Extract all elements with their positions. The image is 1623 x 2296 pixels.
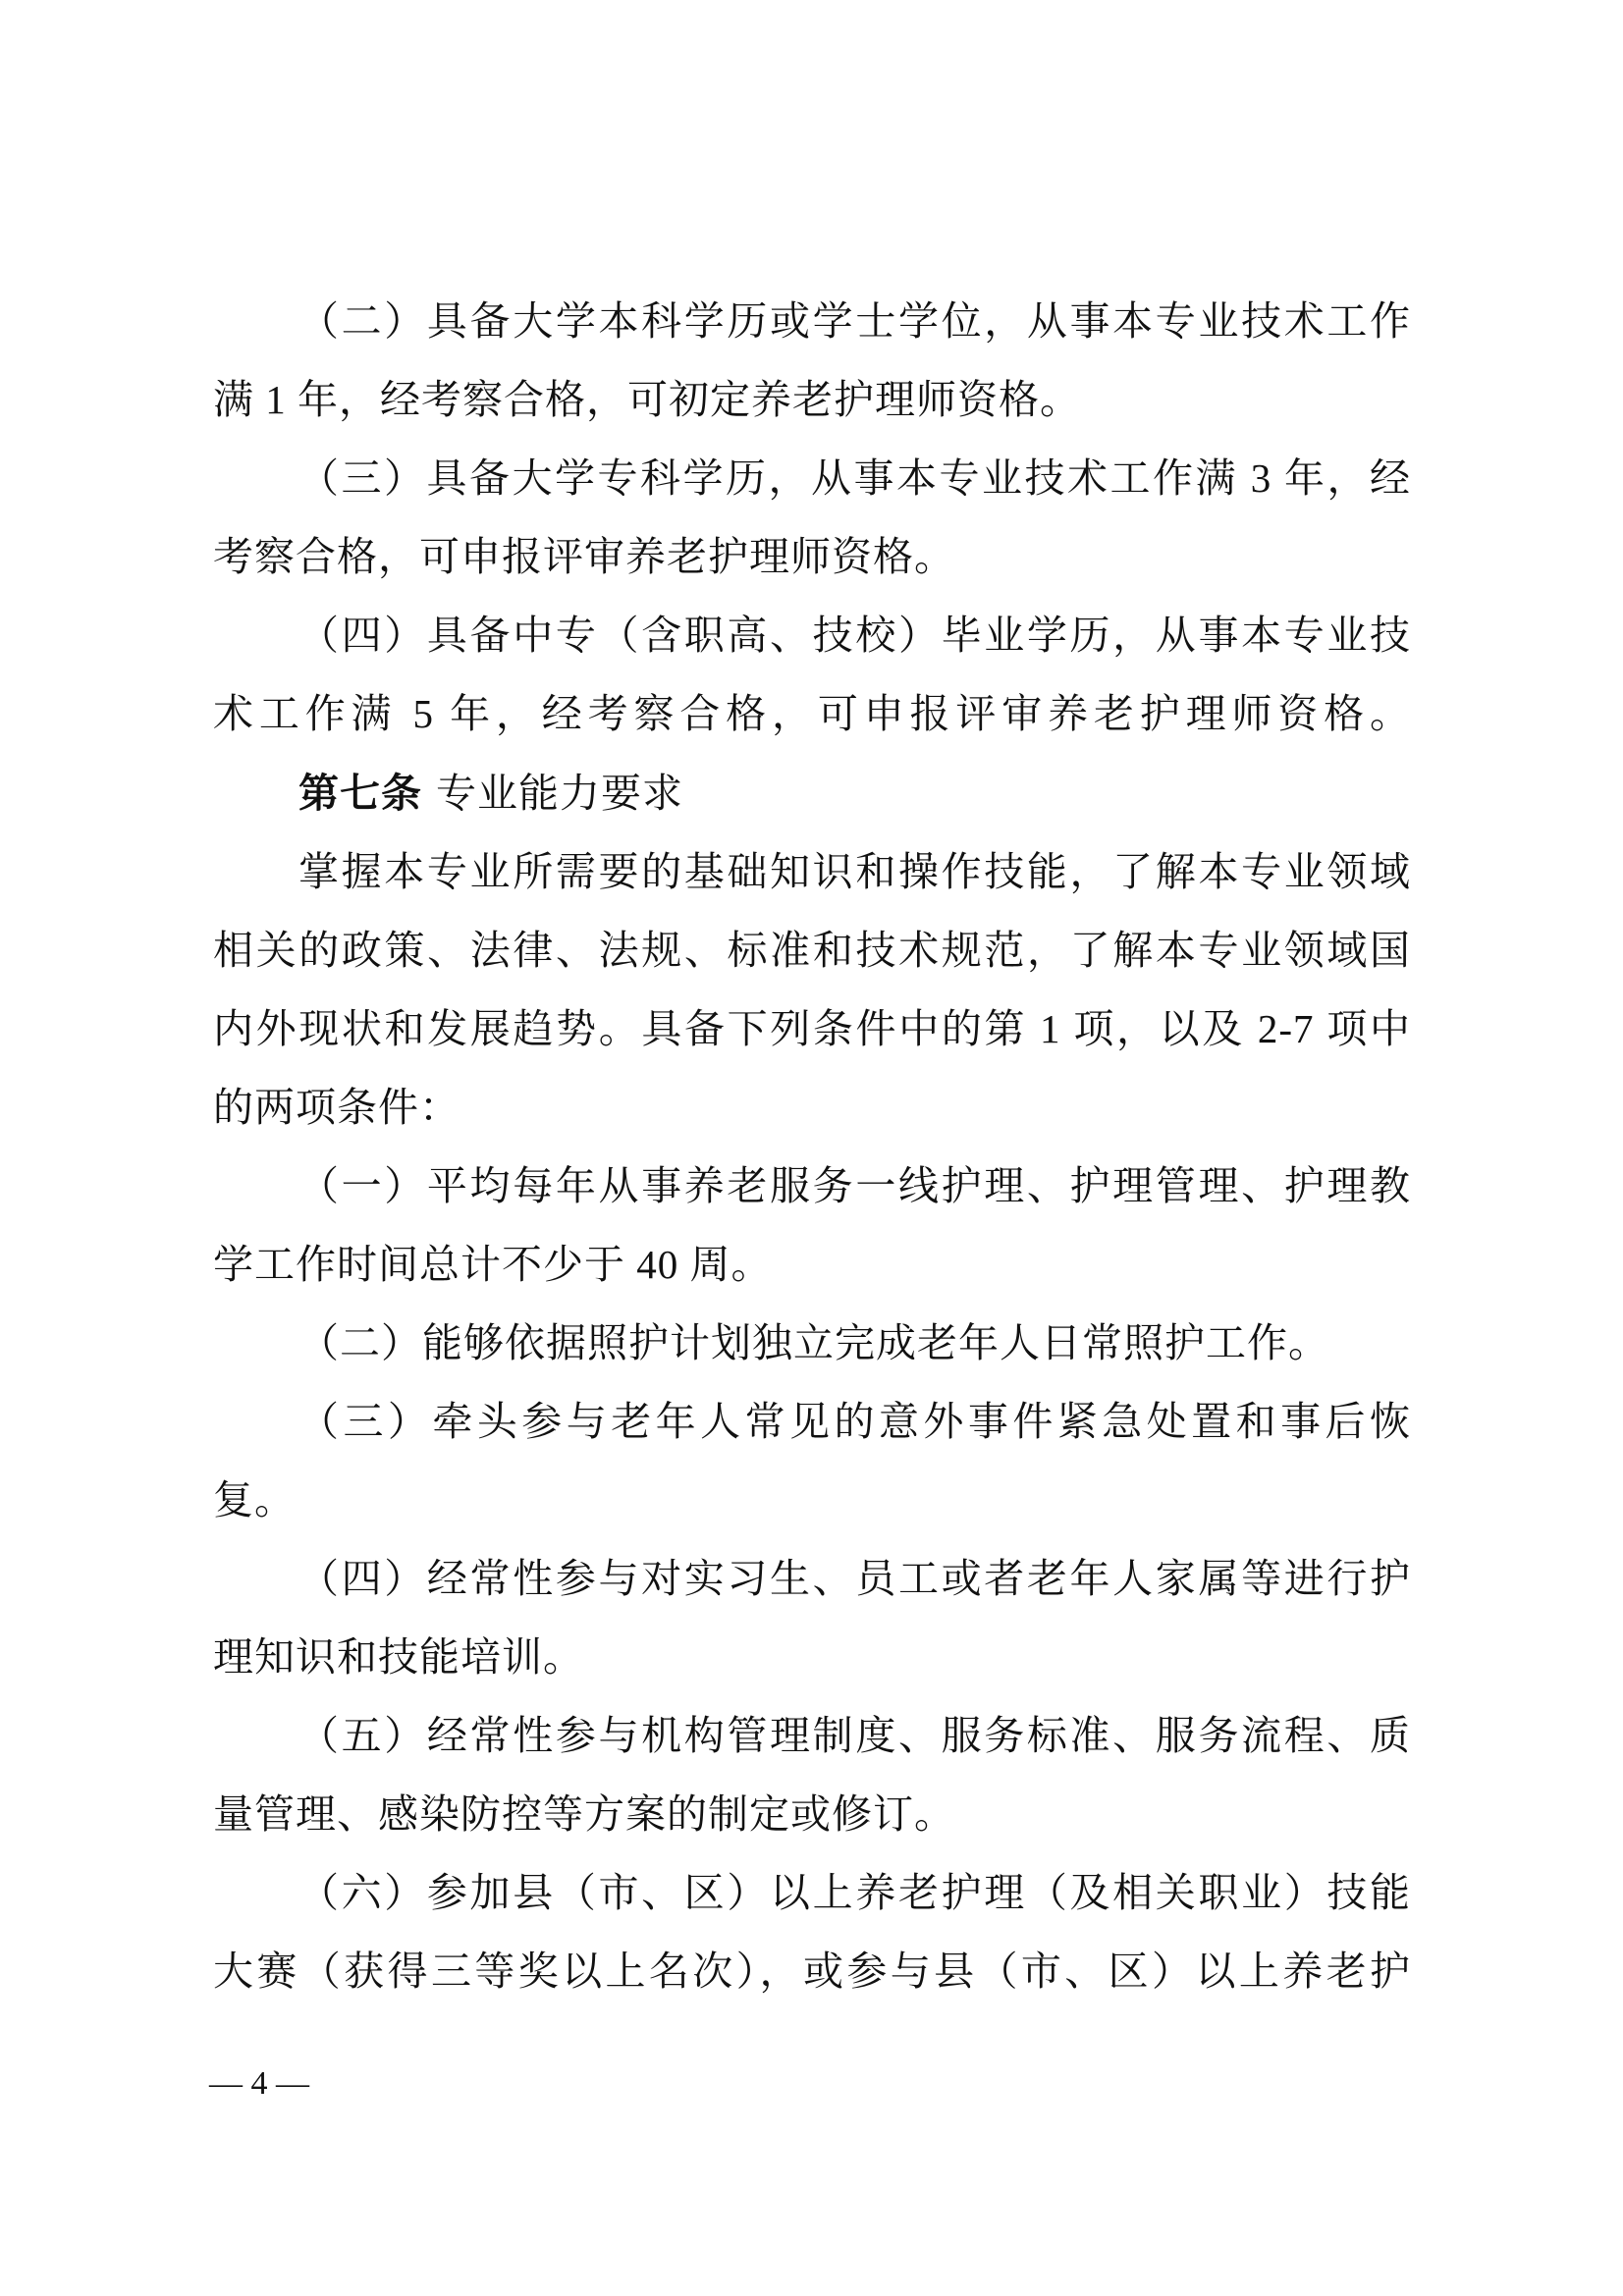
paragraph-line: 量管理、感染防控等方案的制定或修订。 (213, 1791, 955, 1837)
paragraph-line: （三）具备大学专科学历，从事本专业技术工作满 3 年，经 (298, 455, 1411, 501)
paragraph-line: 相关的政策、法律、法规、标准和技术规范，了解本专业领域国 (213, 928, 1411, 973)
paragraph-line: （五）经常性参与机构管理制度、服务标准、服务流程、质 (298, 1713, 1411, 1758)
paragraph-line: （一）平均每年从事养老服务一线护理、护理管理、护理教 (298, 1163, 1411, 1208)
paragraph-line: 内外现状和发展趋势。具备下列条件中的第 1 项，以及 2-7 项中 (213, 1006, 1411, 1051)
paragraph-line: 复。 (213, 1477, 296, 1522)
paragraph-line: （二）能够依据照护计划独立完成老年人日常照护工作。 (298, 1320, 1329, 1365)
paragraph-line: （四）具备中专（含职高、技校）毕业学历，从事本专业技 (298, 613, 1411, 658)
paragraph-line: （三）牵头参与老年人常见的意外事件紧急处置和事后恢 (298, 1399, 1411, 1444)
paragraph-line: 的两项条件： (213, 1085, 460, 1130)
paragraph-line: 理知识和技能培训。 (213, 1634, 584, 1680)
paragraph-line: 掌握本专业所需要的基础知识和操作技能，了解本专业领域 (298, 849, 1411, 894)
page-number: — 4 — (209, 2065, 309, 2102)
article-number: 第七条 (298, 771, 422, 816)
paragraph-line: （二）具备大学本科学历或学士学位，从事本专业技术工作 (298, 298, 1411, 344)
paragraph-line: 学工作时间总计不少于 40 周。 (213, 1242, 773, 1287)
paragraph-line: 考察合格，可申报评审养老护理师资格。 (213, 534, 955, 579)
article-title: 专业能力要求 (436, 771, 683, 816)
paragraph-line: （四）经常性参与对实习生、员工或者老年人家属等进行护 (298, 1556, 1411, 1601)
article-heading (298, 764, 1411, 823)
paragraph-line: 满 1 年，经考察合格，可初定养老护理师资格。 (213, 377, 1081, 422)
paragraph-line: 术工作满 5 年，经考察合格，可申报评审养老护理师资格。 (213, 691, 1411, 736)
paragraph-line: 大赛（获得三等奖以上名次），或参与县（市、区）以上养老护 (213, 1949, 1411, 1994)
paragraph-line: （六）参加县（市、区）以上养老护理（及相关职业）技能 (298, 1870, 1411, 1915)
